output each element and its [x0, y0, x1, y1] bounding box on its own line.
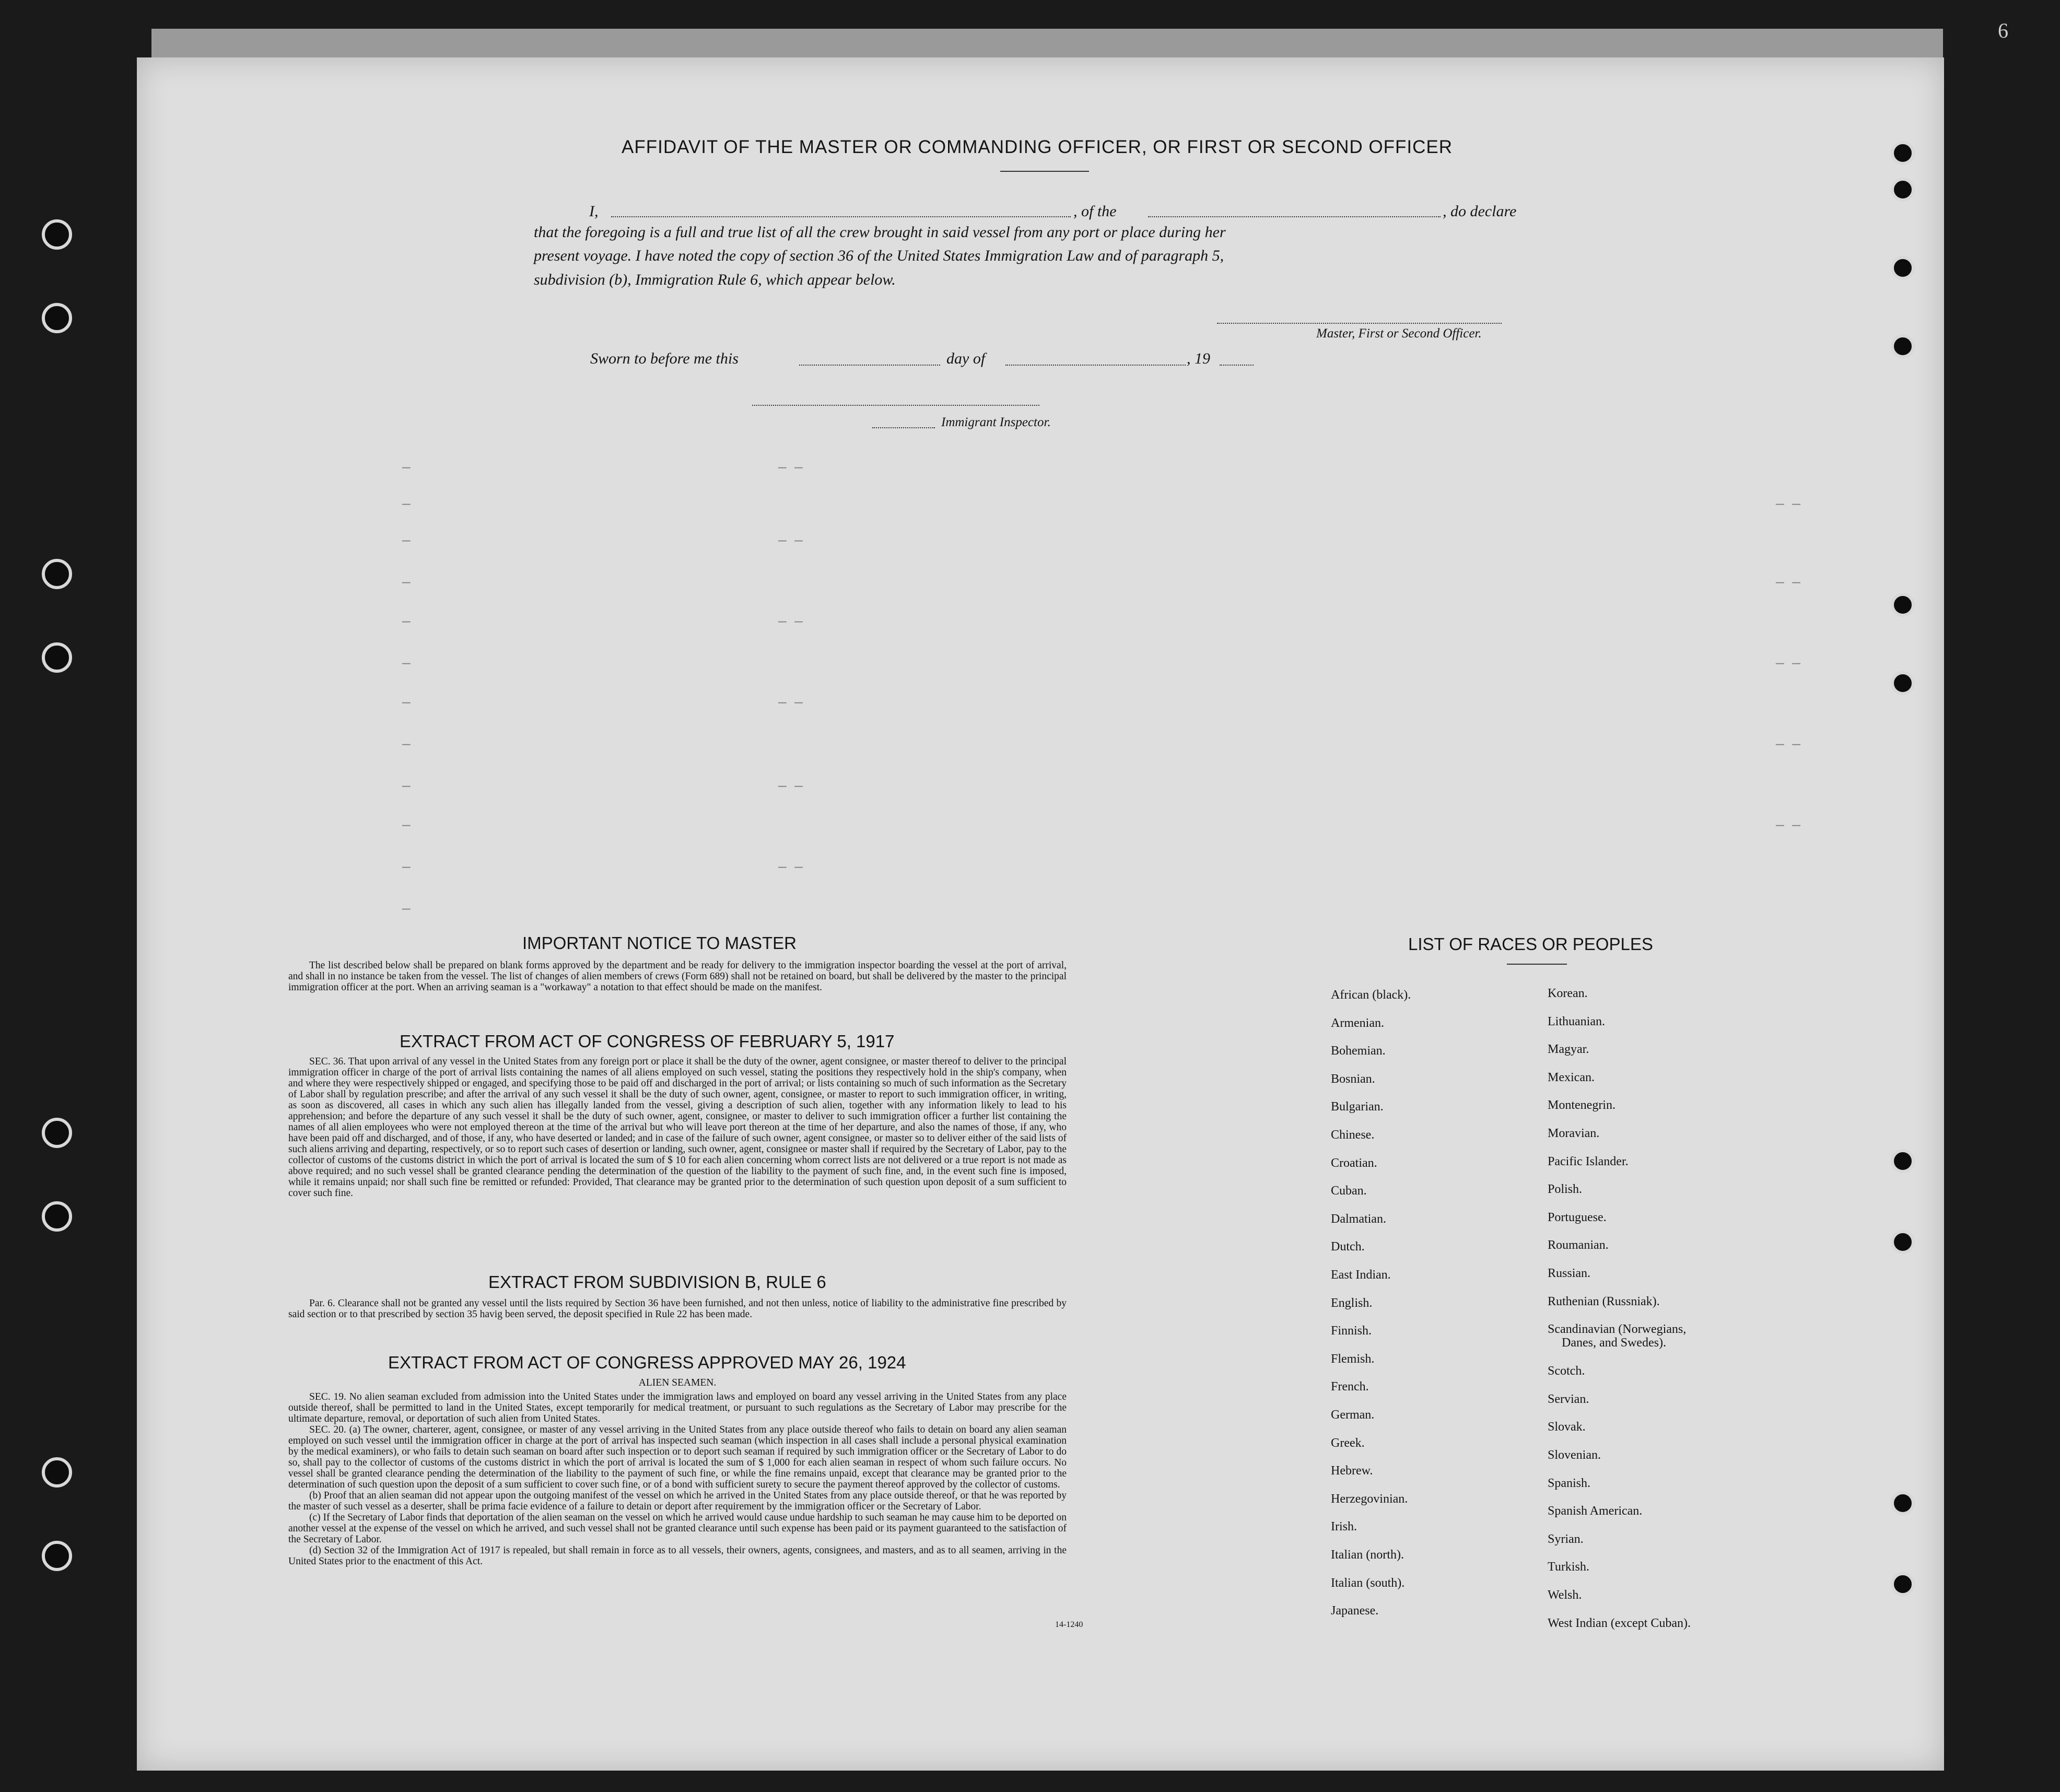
race-left-item: Bulgarian.	[1331, 1100, 1384, 1114]
bleed-through-mark: —	[402, 655, 411, 671]
extract-1917-body	[288, 1056, 1067, 1199]
bleed-through-mark: — —	[1776, 817, 1800, 833]
race-left-item: Armenian.	[1331, 1016, 1384, 1030]
sworn-day-field[interactable]	[799, 365, 940, 366]
bleed-through-mark: — —	[1776, 575, 1800, 590]
race-right-item: Servian.	[1548, 1392, 1589, 1406]
race-right-item: Moravian.	[1548, 1127, 1600, 1140]
race-right-item: West Indian (except Cuban).	[1548, 1616, 1691, 1630]
race-left-item: French.	[1331, 1380, 1369, 1394]
sec-20b-text: (b) Proof that an alien seaman did not appear upon the outgoing manifest of the vessel on which he arrived in the United States from any place outside thereof, or that he was reported by the master of such vessel as a deserter, shall be prima facie evidence of a failure to detain or deport after requirement by the immigration officer or the Secretary of Labor.	[288, 1490, 1067, 1512]
affidavit-of-the: , of the	[1073, 203, 1117, 220]
race-right-item: Slovak.	[1548, 1420, 1586, 1434]
binder-hole-icon	[42, 1541, 72, 1571]
bleed-through-mark: —	[402, 496, 411, 512]
bleed-through-mark: —	[402, 736, 411, 752]
race-left-item: Bohemian.	[1331, 1044, 1386, 1058]
race-right-item: Polish.	[1548, 1182, 1583, 1197]
race-right-item: Roumanian.	[1548, 1238, 1609, 1252]
sec-20c	[288, 1512, 1067, 1545]
binder-hole-icon	[1891, 1572, 1915, 1596]
race-right-item: Montenegrin.	[1548, 1098, 1616, 1112]
bleed-through-mark: — —	[1776, 655, 1800, 671]
race-left-item: Italian (south).	[1331, 1576, 1405, 1590]
extract-1924-title: EXTRACT FROM ACT OF CONGRESS APPROVED MAY 26, 1924	[388, 1353, 906, 1372]
race-right-item: Pacific Islander.	[1548, 1154, 1629, 1168]
bleed-through-mark: — —	[1776, 736, 1800, 752]
bleed-through-mark: —	[402, 575, 411, 590]
race-right-item: Danes, and Swedes).	[1562, 1336, 1666, 1350]
extract-1924-subtitle: ALIEN SEAMEN.	[638, 1377, 717, 1388]
race-right-item: Welsh.	[1548, 1588, 1582, 1602]
sec-20d-text: (d) Section 32 of the Immigration Act of 1917 is repealed, but shall remain in force as to all vessels, their owners, agents, consignees, and masters, and as to all seamen, arriving in the United States prior to the enactment of this Act.	[288, 1545, 1067, 1567]
binder-hole-icon	[1891, 334, 1915, 358]
extract-1917-text: SEC. 36. That upon arrival of any vessel in the United States from any foreign port or place it shall be the duty of the owner, agent consignee, or master thereof to deliver to the principal immigration officer in charge of the port of arrival lists containing the names of all aliens employed on such vessel, stating the positions they respectively hold in the ship's company, when and where they were respectively shipped or engaged, and specifying those to be paid off and discharged in the port of arrival; or lists containing so much of such information as the Secretary of Labor shall by regulation prescribe; and after the arrival of any such vessel it shall be the duty of such owner, agent, consignee, or master to report to such immigration officer, in writing, as soon as discovered, all cases in which any such alien has illegally landed from the vessel, giving a description of such alien, together with any information likely to lead to his apprehension; and before the departure of any such vessel it shall be the duty of such owner, agent, consignee, or master to deliver to such immigration officer a further list containing the names of all alien employees who were not employed thereon at the time of the arrival but who will leave port thereon at the time of her departure, and also the names of those, if any, who have been paid off and discharged, and of those, if any, who have deserted or landed; and in case of the failure of such owner, agent consignee, or master so to deliver either of the said lists of such aliens arriving and departing, respectively, or so to report such cases of desertion or landing, such owner, agent, consignee or master shall if required by the Secretary of Labor, pay to the collector of customs of the customs district in which the port of arrival is located the sum of $ 10 for each alien concerning whom correct lists are not delivered or a true report is not made as above required; and no such vessel shall be granted clearance pending the determination of the question of the liability to the payment of such fine, and, in the event such fine is imposed, while it remains unpaid; nor shall such fine be remitted or refunded: Provided, That clearance may be granted prior to the determination of such question upon deposit of a sum sufficient to cover such fine.	[288, 1056, 1067, 1199]
bleed-through-mark: —	[402, 460, 411, 475]
declarant-name-field[interactable]	[611, 216, 1071, 217]
race-left-item: Chinese.	[1331, 1128, 1375, 1142]
rule6-body	[288, 1298, 1067, 1320]
binder-hole-icon	[42, 1457, 72, 1488]
sworn-month-field[interactable]	[1005, 365, 1186, 366]
binder-hole-icon	[1891, 1230, 1915, 1254]
race-left-item: Flemish.	[1331, 1352, 1375, 1366]
race-right-item: Portuguese.	[1548, 1210, 1607, 1224]
binder-hole-icon	[42, 1118, 72, 1148]
bleed-through-mark: — —	[778, 614, 803, 629]
sworn-year: , 19	[1187, 350, 1210, 367]
officer-signature-field[interactable]	[1217, 323, 1502, 324]
race-right-item: Spanish.	[1548, 1476, 1591, 1490]
binder-hole-icon	[42, 303, 72, 333]
bleed-through-mark: —	[402, 778, 411, 794]
race-left-item: Bosnian.	[1331, 1072, 1375, 1086]
inspector-signature-field-2[interactable]	[872, 427, 935, 428]
inspector-signature-field[interactable]	[752, 405, 1039, 406]
rule6-title: EXTRACT FROM SUBDIVISION B, RULE 6	[488, 1272, 826, 1292]
sec-20a	[288, 1424, 1067, 1490]
bleed-through-mark: — —	[778, 695, 803, 710]
notice-text: The list described below shall be prepared on blank forms approved by the department and be ready for delivery to the immigration inspector boarding the vessel at the port of arrival, and shall in no instance be taken from the vessel. The list of changes of alien members of crews (Form 689) shall not be retained on board, but shall be delivered by the master to the principal immigration officer at the port. When an arriving seaman is a "workaway" a notation to that effect should be made on the manifest.	[288, 960, 1067, 993]
affidavit-line-3: present voyage. I have noted the copy of section 36 of the United States Immigration Law and of paragraph 5,	[534, 247, 1224, 264]
race-right-item: Mexican.	[1548, 1070, 1595, 1084]
affidavit-line-4: subdivision (b), Immigration Rule 6, which appear below.	[534, 271, 896, 288]
bleed-through-mark: —	[402, 614, 411, 629]
sec-20b	[288, 1490, 1067, 1512]
bleed-through-mark: —	[402, 817, 411, 833]
race-left-item: Italian (north).	[1331, 1548, 1404, 1562]
affidavit-declare: , do declare	[1443, 203, 1517, 220]
form-number: 14-1240	[1055, 1620, 1083, 1629]
notice-body	[288, 960, 1067, 993]
sworn-prefix: Sworn to before me this	[590, 350, 739, 367]
affidavit-title: AFFIDAVIT OF THE MASTER OR COMMANDING OFFICER, OR FIRST OR SECOND OFFICER	[622, 137, 1453, 157]
race-left-item: Hebrew.	[1331, 1464, 1373, 1478]
race-left-item: East Indian.	[1331, 1268, 1391, 1282]
sec-20d	[288, 1545, 1067, 1567]
sec-19	[288, 1391, 1067, 1424]
affidavit-line-2: that the foregoing is a full and true list of all the crew brought in said vessel from any port or place during her	[534, 224, 1226, 241]
bleed-through-mark: — —	[778, 533, 803, 548]
bleed-through-mark: — —	[778, 778, 803, 794]
binder-hole-icon	[42, 1201, 72, 1232]
race-left-item: Irish.	[1331, 1520, 1357, 1534]
race-right-item: Syrian.	[1548, 1532, 1584, 1546]
binder-hole-icon	[1891, 141, 1915, 165]
race-right-item: Scandinavian (Norwegians,	[1548, 1322, 1687, 1337]
sec-20c-text: (c) If the Secretary of Labor finds that deportation of the alien seaman on the vessel on which he arrived would cause undue hardship to such seaman he may cause him to be deported on another vessel at the expense of the vessel on which he arrived, and such vessel shall not be granted clearance until such expense has been paid or its payment guaranteed to the satisfaction of the Secretary of Labor.	[288, 1512, 1067, 1545]
inspector-label: Immigrant Inspector.	[941, 415, 1051, 429]
race-left-item: Japanese.	[1331, 1604, 1379, 1618]
race-left-item: German.	[1331, 1408, 1375, 1422]
binder-hole-icon	[1891, 593, 1915, 617]
bleed-through-mark: —	[402, 859, 411, 875]
bleed-through-mark: — —	[778, 859, 803, 875]
sec-19-text: SEC. 19. No alien seaman excluded from admission into the United States under the immigration laws and employed on board any vessel arriving in the United States from any place outside thereof, shall be permitted to land in the United States, except temporarily for medical treatment, or pursuant to such regulations as the Secretary of Labor may prescribe for the ultimate departure, removal, or deportation of such alien from United States.	[288, 1391, 1067, 1424]
race-left-item: Dalmatian.	[1331, 1212, 1386, 1226]
sheet-number: 6	[1998, 19, 2008, 42]
sec-20a-text: SEC. 20. (a) The owner, charterer, agent, consignee, or master of any vessel arriving in the United States from any place outside thereof who fails to detain on board any alien seaman employed on such vessel until the immigration officer in charge at the port of arrival has inspected such seaman (which inspection in all cases shall include a personal physical examination by the medical examiners), or who fails to detain such seaman on board after such inspection or to deport such seaman if required by such immigration officer or the Secretary of Labor to do so, shall pay to the collector of customs of the customs district in which the port of arrival is located the sum of $ 1,000 for each alien seaman in respect of whom such failure occurs. No vessel shall be granted clearance pending the determination of the liability to the payment of such fine, or while the fine remains unpaid, except that clearance may be granted prior to the determination of such question upon the deposit of a sum sufficient to cover such fine, or of a bond with sufficient surety to secure the payment thereof approved by the collector of customs.	[288, 1424, 1067, 1490]
notice-title: IMPORTANT NOTICE TO MASTER	[522, 933, 797, 953]
sworn-day-of: day of	[946, 350, 986, 367]
officer-signature-label: Master, First or Second Officer.	[1316, 326, 1482, 341]
vessel-name-field[interactable]	[1148, 216, 1441, 217]
race-right-item: Turkish.	[1548, 1560, 1589, 1574]
bleed-through-mark: — —	[778, 460, 803, 475]
race-right-item: Lithuanian.	[1548, 1014, 1605, 1028]
rule6-text: Par. 6. Clearance shall not be granted any vessel until the lists required by Section 36 have been furnished, and not then unless, notice of liability to the administrative fine prescribed by said section or to that prescribed by section 35 havig been served, the deposit specified in Rule 22 has been made.	[288, 1298, 1067, 1320]
race-left-item: Herzegovinian.	[1331, 1492, 1408, 1506]
bleed-through-mark: —	[402, 695, 411, 710]
binder-hole-icon	[42, 559, 72, 589]
binder-hole-icon	[1891, 1491, 1915, 1515]
race-left-item: Croatian.	[1331, 1156, 1377, 1170]
race-left-item: Greek.	[1331, 1436, 1365, 1450]
bleed-through-mark: — —	[1776, 496, 1800, 512]
race-right-item: Korean.	[1548, 987, 1588, 1000]
race-left-item: Cuban.	[1331, 1184, 1367, 1198]
sworn-year-field[interactable]	[1220, 365, 1254, 366]
races-title: LIST OF RACES OR PEOPLES	[1408, 934, 1653, 954]
binder-hole-icon	[1891, 178, 1915, 202]
affidavit-i: I,	[589, 203, 599, 220]
races-title-underline	[1507, 964, 1567, 965]
race-left-item: Finnish.	[1331, 1324, 1372, 1338]
bleed-through-mark: —	[402, 533, 411, 548]
extract-1924-body	[288, 1391, 1067, 1567]
binder-hole-icon	[1891, 256, 1915, 280]
race-right-item: Ruthenian (Russniak).	[1548, 1294, 1660, 1308]
race-right-item: Magyar.	[1548, 1043, 1589, 1057]
binder-hole-icon	[42, 219, 72, 250]
race-right-item: Slovenian.	[1548, 1448, 1601, 1462]
race-left-item: Dutch.	[1331, 1240, 1365, 1254]
binder-hole-icon	[1891, 671, 1915, 695]
title-underline	[1000, 171, 1089, 172]
bleed-through-mark: —	[402, 901, 411, 917]
binder-hole-icon	[42, 642, 72, 673]
extract-1917-title: EXTRACT FROM ACT OF CONGRESS OF FEBRUARY 5, 1917	[400, 1032, 895, 1051]
race-right-item: Scotch.	[1548, 1364, 1585, 1378]
binder-hole-icon	[1891, 1149, 1915, 1173]
race-right-item: Spanish American.	[1548, 1504, 1643, 1518]
race-left-item: African (black).	[1331, 988, 1411, 1002]
race-left-item: English.	[1331, 1296, 1373, 1310]
race-right-item: Russian.	[1548, 1267, 1591, 1280]
